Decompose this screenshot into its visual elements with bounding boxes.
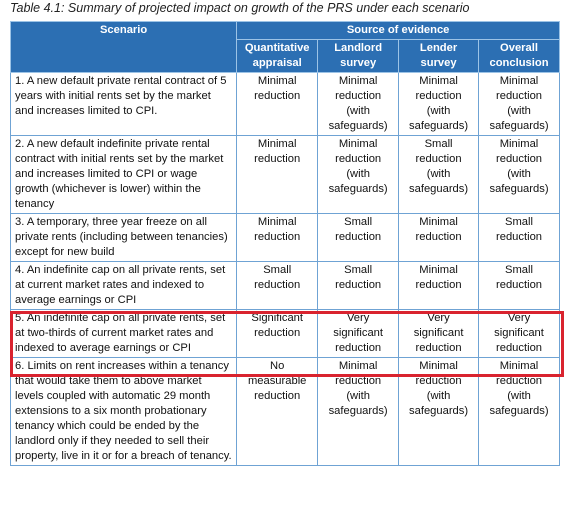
lender-cell: Small reduction (with safeguards) — [399, 136, 479, 214]
conclusion-cell: Minimal reduction (with safeguards) — [479, 136, 560, 214]
scenario-cell: 2. A new default indefinite private rental contract with initial rents set by the market and increases limited to CPI or wage growth (whichever is lower) within the tenancy — [11, 136, 237, 214]
scenario-cell: 1. A new default private rental contract of 5 years with initial rents set by the market and increases limited to CPI. — [11, 73, 237, 136]
header-source-of-evidence: Source of evidence — [237, 22, 560, 40]
quantitative-cell: Minimal reduction — [237, 136, 318, 214]
table-caption: Table 4.1: Summary of projected impact on growth of the PRS under each scenario — [10, 1, 470, 15]
conclusion-cell: Very significant reduction — [479, 310, 560, 358]
table-row-highlighted — [11, 310, 560, 358]
lender-cell: Minimal reduction — [399, 262, 479, 310]
landlord-cell: Small reduction — [318, 262, 399, 310]
conclusion-cell: Minimal reduction (with safeguards) — [479, 358, 560, 466]
header-scenario: Scenario — [11, 22, 237, 73]
scenario-cell: 3. A temporary, three year freeze on all private rents (including between tenancies) except for new build — [11, 214, 237, 262]
scenario-cell: 4. An indefinite cap on all private rents, set at current market rates and indexed to average earnings or CPI — [11, 262, 237, 310]
landlord-cell: Minimal reduction (with safeguards) — [318, 358, 399, 466]
lender-cell: Minimal reduction (with safeguards) — [399, 358, 479, 466]
lender-cell: Minimal reduction (with safeguards) — [399, 73, 479, 136]
quantitative-cell: Minimal reduction — [237, 73, 318, 136]
lender-cell: Minimal reduction — [399, 214, 479, 262]
scenario-cell: 5. An indefinite cap on all private rents, set at two-thirds of current market rates and indexed to average earnings or CPI — [11, 310, 237, 358]
table-row — [11, 214, 560, 262]
landlord-cell: Minimal reduction (with safeguards) — [318, 73, 399, 136]
landlord-cell: Very significant reduction — [318, 310, 399, 358]
conclusion-cell: Small reduction — [479, 262, 560, 310]
table-row — [11, 358, 560, 466]
table-row — [11, 262, 560, 310]
table-row — [11, 136, 560, 214]
header-row-top — [11, 22, 560, 40]
lender-cell: Very significant reduction — [399, 310, 479, 358]
header-quantitative-appraisal: Quantitative appraisal — [237, 40, 318, 73]
table-row — [11, 73, 560, 136]
header-overall-conclusion: Overall conclusion — [479, 40, 560, 73]
landlord-cell: Small reduction — [318, 214, 399, 262]
header-landlord-survey: Landlord survey — [318, 40, 399, 73]
quantitative-cell: Small reduction — [237, 262, 318, 310]
conclusion-cell: Small reduction — [479, 214, 560, 262]
conclusion-cell: Minimal reduction (with safeguards) — [479, 73, 560, 136]
quantitative-cell: Minimal reduction — [237, 214, 318, 262]
scenario-table — [10, 21, 560, 466]
header-lender-survey: Lender survey — [399, 40, 479, 73]
quantitative-cell: Significant reduction — [237, 310, 318, 358]
landlord-cell: Minimal reduction (with safeguards) — [318, 136, 399, 214]
quantitative-cell: No measurable reduction — [237, 358, 318, 466]
scenario-cell: 6. Limits on rent increases within a tenancy that would take them to above market levels coupled with automatic 29 month extensions to a six month probationary tenancy which could be ended by the landlord only if they needed to sell their property, live in it or for a breach of tenancy. — [11, 358, 237, 466]
